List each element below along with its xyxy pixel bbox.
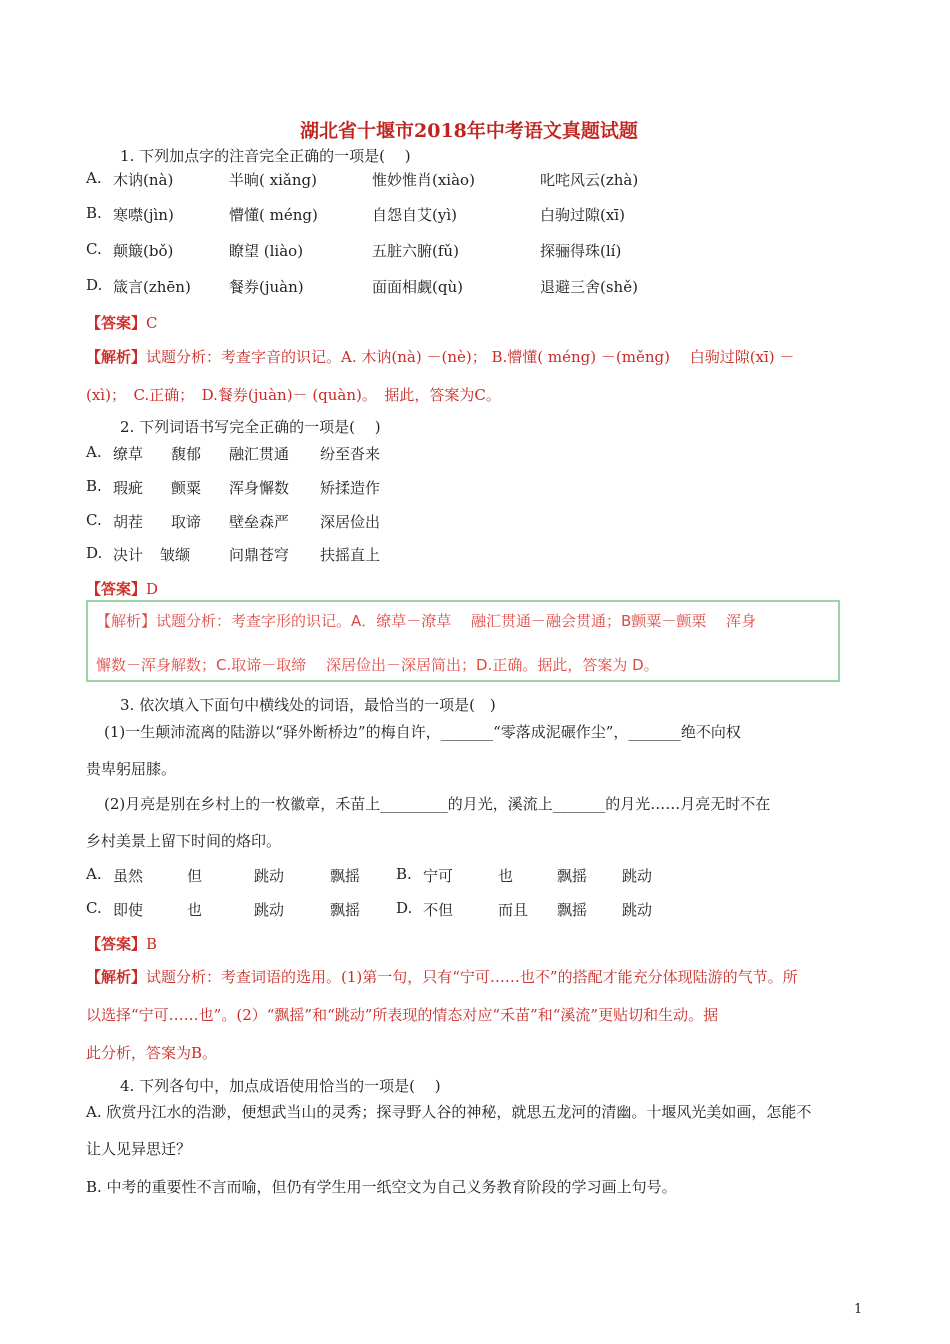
q1-opt-c-3: 五脏六腑(fǔ) xyxy=(372,242,459,260)
q3-opt-b-letter: B. xyxy=(396,865,412,883)
q1-opt-d-4: 退避三舍(shě) xyxy=(540,278,638,296)
q1-analysis-line2: (xì)； C.正确； D.餐券(juàn)－ (quàn)。 据此，答案为C。 xyxy=(86,386,501,404)
q1-opt-a-4: 叱咤风云(zhà) xyxy=(540,171,639,189)
q3-opt-c-4: 飘摇 xyxy=(330,901,361,919)
q3-opt-c-2: 也 xyxy=(187,901,203,919)
q2-analysis-line1: 【解析】试题分析：考查字形的识记。A．缭草－潦草 融汇贯通－融会贯通；B颤粟－颤栗 浑身 xyxy=(96,612,757,630)
q3-opt-a-3: 跳动 xyxy=(254,867,285,885)
q2-opt-a-2: 馥郁 xyxy=(171,445,202,463)
q2-opt-d-4: 扶摇直上 xyxy=(320,546,381,564)
page-number: 1 xyxy=(854,1302,863,1317)
q1-opt-c-1: 颠簸(bǒ) xyxy=(113,242,174,260)
q2-opt-a-1: 缭草 xyxy=(113,445,144,463)
q2-analysis-line2: 懈数－浑身解数；C.取谛－取缔 深居俭出－深居简出；D.正确。据此，答案为 D。 xyxy=(96,656,659,674)
q2-opt-b-2: 颤粟 xyxy=(171,479,202,497)
q3-sentence2-line1: (2)月亮是别在乡村上的一枚徽章，禾苗上_________的月光，溪流上_______的月光……月亮无时不在 xyxy=(104,795,771,813)
q3-sentence1-line1: (1)一生颠沛流离的陆游以“驿外断桥边”的梅自许，_______“零落成泥碾作尘”，_______绝不向权 xyxy=(104,723,741,741)
q3-opt-a-2: 但 xyxy=(187,867,203,885)
q1-opt-a-3: 惟妙惟肖(xiào) xyxy=(372,171,475,189)
answer-value: B xyxy=(146,935,158,953)
q2-opt-b-letter: B. xyxy=(86,477,102,495)
q1-opt-d-2: 餐券(juàn) xyxy=(229,278,304,296)
q2-opt-a-4: 纷至沓来 xyxy=(320,445,381,463)
q3-opt-a-1: 虽然 xyxy=(113,867,144,885)
q4-option-a-line2: 让人见异思迁？ xyxy=(86,1140,192,1158)
page-title: 湖北省十堰市2018年中考语文真题试题 xyxy=(300,120,638,142)
q2-opt-c-4: 深居俭出 xyxy=(320,513,381,531)
q4-option-b: B. 中考的重要性不言而喻，但仍有学生用一纸空文为自己义务教育阶段的学习画上句号。 xyxy=(86,1178,677,1196)
q1-opt-c-2: 瞭望 (liào) xyxy=(229,242,304,260)
q3-opt-c-letter: C. xyxy=(86,899,102,917)
q3-opt-b-1: 宁可 xyxy=(423,867,454,885)
q2-answer xyxy=(86,578,158,599)
analysis-text: 试题分析：考查字音的识记。A. 木讷(nà) －(nè)； B.懵懂( méng) －(měng) 白驹过隙(xī) － xyxy=(146,348,795,366)
q3-sentence1-line2: 贵卑躬屈膝。 xyxy=(86,760,177,778)
q3-sentence2-line2: 乡村美景上留下时间的烙印。 xyxy=(86,832,282,850)
q2-opt-b-1: 瑕疵 xyxy=(113,479,144,497)
q3-analysis-line2: 以选择“宁可……也”。(2）“飘摇”和“跳动”所表现的情态对应“禾苗”和“溪流”更贴切和生动。据 xyxy=(86,1006,719,1024)
q1-opt-a-2: 半晌( xiǎng) xyxy=(229,171,317,189)
q4-option-a-line1: A. 欣赏丹江水的浩渺，便想武当山的灵秀；探寻野人谷的神秘，就思五龙河的清幽。十堰风光美如画，怎能不 xyxy=(86,1103,812,1121)
q2-opt-c-3: 壁垒森严 xyxy=(229,513,290,531)
q4-stem: 4. 下列各句中，加点成语使用恰当的一项是( ) xyxy=(120,1077,441,1095)
q1-opt-c-letter: C. xyxy=(86,240,102,258)
q1-opt-d-1: 箴言(zhēn) xyxy=(113,278,191,296)
q1-opt-d-letter: D. xyxy=(86,276,103,294)
answer-label: 【答案】 xyxy=(86,580,147,598)
q2-analysis-box xyxy=(86,600,840,682)
q3-opt-d-letter: D. xyxy=(396,899,413,917)
q1-opt-a-1: 木讷(nà) xyxy=(113,171,174,189)
answer-label: 【答案】 xyxy=(86,935,147,953)
q3-opt-a-letter: A. xyxy=(86,865,102,883)
answer-label: 【答案】 xyxy=(86,314,147,332)
q3-opt-a-4: 飘摇 xyxy=(330,867,361,885)
q3-answer xyxy=(86,933,157,954)
q1-opt-b-4: 白驹过隙(xī) xyxy=(540,206,625,224)
q2-opt-d-letter: D. xyxy=(86,544,103,562)
q3-opt-c-1: 即使 xyxy=(113,901,144,919)
q3-stem: 3. 依次填入下面句中横线处的词语，最恰当的一项是( ) xyxy=(120,696,496,714)
q3-opt-b-4: 跳动 xyxy=(622,867,653,885)
q1-opt-d-3: 面面相觑(qù) xyxy=(372,278,463,296)
answer-value: C xyxy=(146,314,158,332)
q2-opt-b-3: 浑身懈数 xyxy=(229,479,290,497)
q2-opt-a-letter: A. xyxy=(86,443,102,461)
q3-opt-b-3: 飘摇 xyxy=(557,867,588,885)
q3-opt-b-2: 也 xyxy=(498,867,514,885)
q1-opt-b-1: 寒噤(jìn) xyxy=(113,206,174,224)
analysis-text: 试题分析：考查词语的选用。(1)第一句，只有“宁可……也不”的搭配才能充分体现陆游的气节。所 xyxy=(146,968,798,986)
q2-opt-d-2: 皱缬 xyxy=(160,546,191,564)
q1-opt-a-letter: A. xyxy=(86,169,102,187)
q2-opt-d-1: 决计 xyxy=(113,546,144,564)
q2-opt-b-4: 矫揉造作 xyxy=(320,479,381,497)
q2-opt-a-3: 融汇贯通 xyxy=(229,445,290,463)
answer-value: D xyxy=(146,580,159,598)
q1-opt-b-letter: B. xyxy=(86,204,102,222)
q3-opt-d-4: 跳动 xyxy=(622,901,653,919)
q3-opt-d-2: 而且 xyxy=(498,901,529,919)
q2-opt-d-3: 问鼎苍穹 xyxy=(229,546,290,564)
q1-stem: 1. 下列加点字的注音完全正确的一项是( ) xyxy=(120,147,411,165)
q2-opt-c-letter: C. xyxy=(86,511,102,529)
q3-analysis-line3: 此分析，答案为B。 xyxy=(86,1044,218,1062)
q1-opt-c-4: 探骊得珠(lí) xyxy=(540,242,622,260)
q3-opt-c-3: 跳动 xyxy=(254,901,285,919)
q2-stem: 2. 下列词语书写完全正确的一项是( ) xyxy=(120,418,381,436)
q1-analysis-line1 xyxy=(86,346,794,367)
analysis-label: 【解析】 xyxy=(86,348,147,366)
q3-analysis-line1 xyxy=(86,966,798,987)
q3-opt-d-1: 不但 xyxy=(423,901,454,919)
q2-opt-c-2: 取谛 xyxy=(171,513,202,531)
q3-opt-d-3: 飘摇 xyxy=(557,901,588,919)
q1-opt-b-3: 自怨自艾(yì) xyxy=(372,206,457,224)
q2-opt-c-1: 胡茬 xyxy=(113,513,144,531)
q1-opt-b-2: 懵懂( méng) xyxy=(229,206,318,224)
analysis-label: 【解析】 xyxy=(86,968,147,986)
q1-answer xyxy=(86,312,158,333)
